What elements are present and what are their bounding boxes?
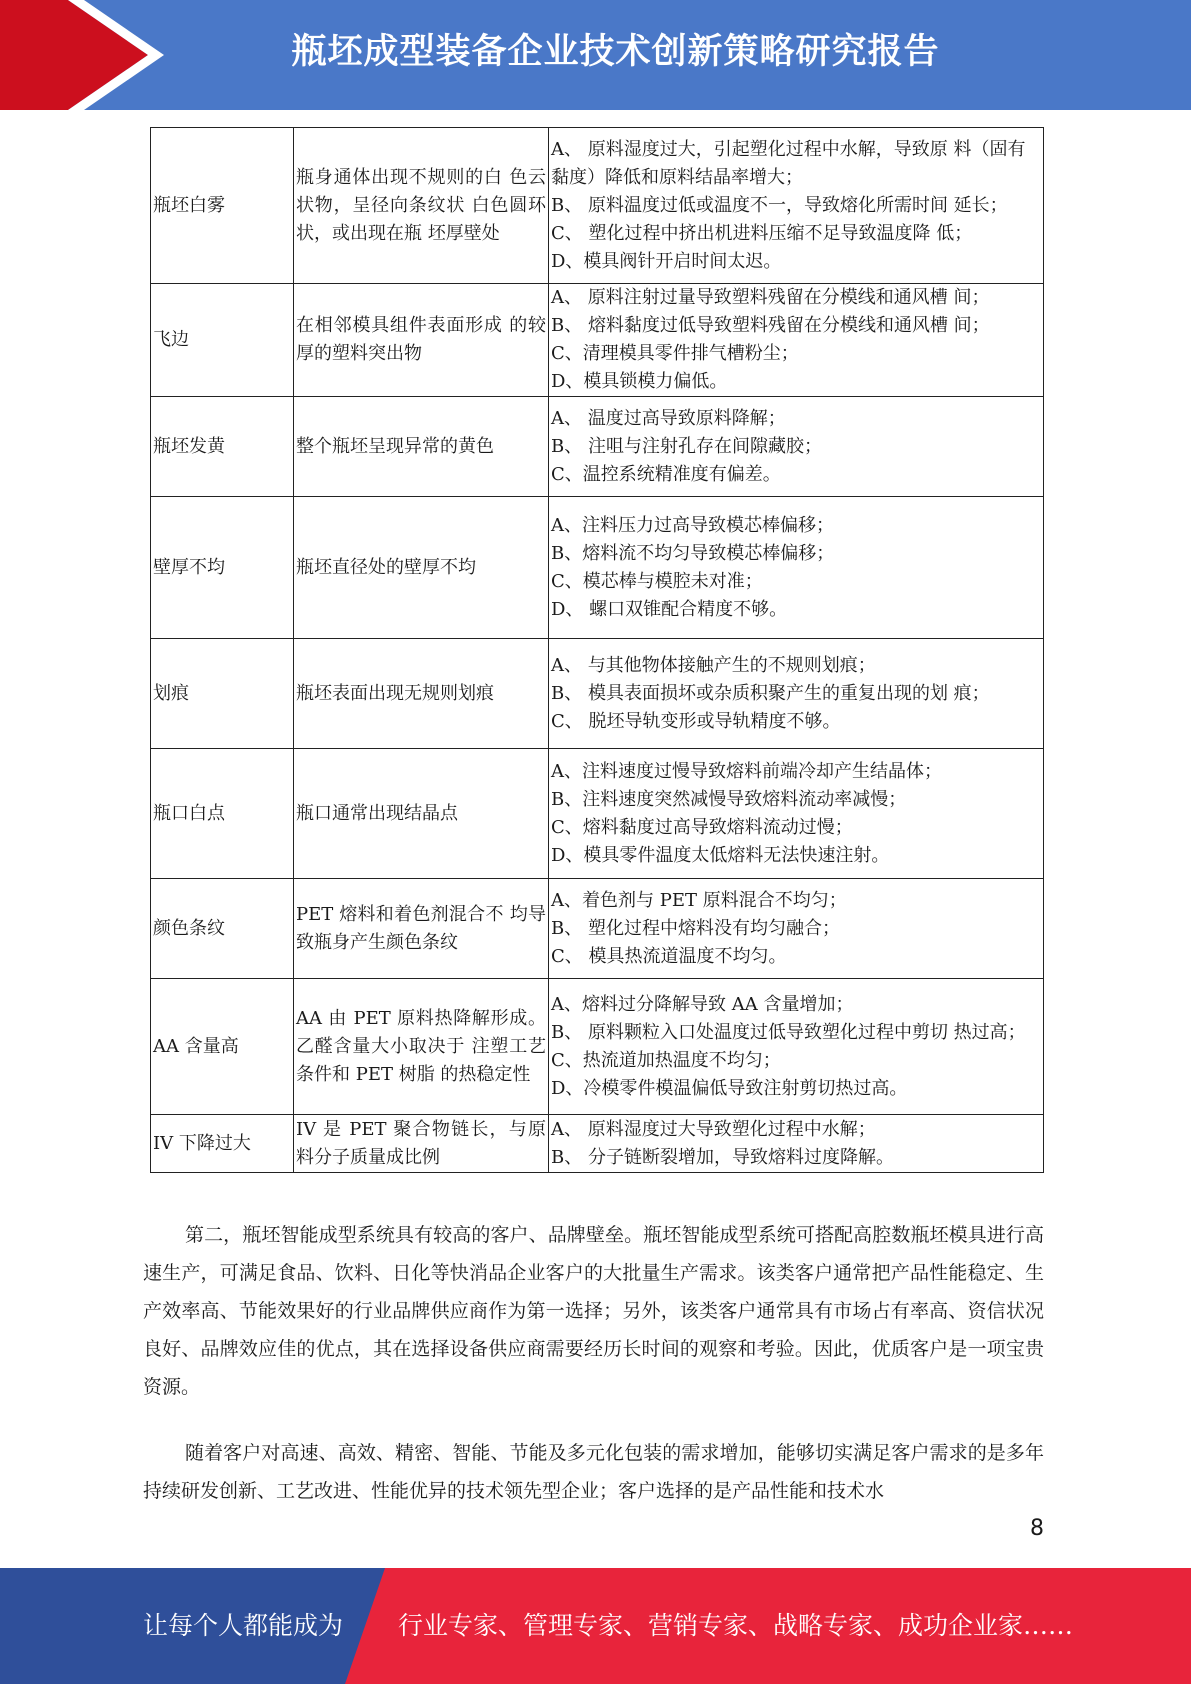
- table-row: [151, 128, 1044, 284]
- cause-item: D、冷模零件模温偏低导致注射剪切热过高。: [551, 1077, 908, 1099]
- table-row: [151, 749, 1044, 879]
- cause-item: C、热流道加热温度不均匀；: [551, 1049, 781, 1071]
- defect-causes-cell: [549, 128, 1044, 284]
- cause-item: A、 原料湿度过大，引起塑化过程中水解，导致原 料（固有黏度）降低和原料结晶率增大；: [551, 138, 1026, 188]
- cause-item: C、 塑化过程中挤出机进料压缩不足导致温度降 低；: [551, 222, 973, 244]
- cause-item: D、模具零件温度太低熔料无法快速注射。: [551, 844, 890, 866]
- defect-causes-cell: [549, 397, 1044, 497]
- cause-item: D、模具阀针开启时间太迟。: [551, 250, 782, 272]
- defect-cause-table: [150, 127, 1044, 1173]
- cause-item: A、熔料过分降解导致 AA 含量增加；: [551, 993, 854, 1015]
- cause-item: B、 塑化过程中熔料没有均匀融合；: [551, 917, 840, 939]
- defect-causes-cell: [549, 979, 1044, 1115]
- defect-description-cell: 瓶口通常出现结晶点: [294, 749, 549, 879]
- cause-item: B、 注咀与注射孔存在间隙藏胶；: [551, 435, 822, 457]
- defect-description-cell: PET 熔料和着色剂混合不 均导致瓶身产生颜色条纹: [294, 879, 549, 979]
- table-row: [151, 979, 1044, 1115]
- defect-causes-cell: [549, 749, 1044, 879]
- defect-name-cell: 瓶坯白雾: [151, 128, 294, 284]
- table-row: [151, 497, 1044, 639]
- defect-causes-cell: [549, 639, 1044, 749]
- cause-item: C、 模具热流道温度不均匀。: [551, 945, 787, 967]
- cause-item: C、清理模具零件排气槽粉尘；: [551, 343, 799, 364]
- table-row: [151, 1115, 1044, 1173]
- cause-item: C、温控系统精准度有偏差。: [551, 463, 781, 485]
- page-number: 8: [1030, 1516, 1044, 1541]
- table-row: [151, 397, 1044, 497]
- defect-description-cell: AA 由 PET 原料热降解形成。乙醛含量大小取决于 注塑工艺条件和 PET 树脂 的热稳定性: [294, 979, 549, 1115]
- cause-item: B、 原料颗粒入口处温度过低导致塑化过程中剪切 热过高；: [551, 1021, 1026, 1043]
- footer-slogan-right: 行业专家、管理专家、营销专家、战略专家、成功企业家……: [398, 1611, 1074, 1640]
- defect-description-cell: 瓶坯表面出现无规则划痕: [294, 639, 549, 749]
- cause-item: D、模具锁模力偏低。: [551, 371, 728, 392]
- cause-item: A、 原料注射过量导致塑料残留在分模线和通风槽 间；: [551, 287, 990, 308]
- defect-causes-cell: [549, 879, 1044, 979]
- cause-item: B、 原料温度过低或温度不一，导致熔化所需时间 延长；: [551, 194, 1008, 216]
- defect-causes-cell: [549, 1115, 1044, 1173]
- table-row: [151, 639, 1044, 749]
- cause-item: B、 熔料黏度过低导致塑料残留在分模线和通风槽 间；: [551, 315, 990, 336]
- defect-name-cell: 颜色条纹: [151, 879, 294, 979]
- defect-name-cell: 飞边: [151, 284, 294, 397]
- footer-slogan-left: 让每个人都能成为: [143, 1611, 344, 1640]
- body-paragraph-2: 随着客户对高速、高效、精密、智能、节能及多元化包装的需求增加，能够切实满足客户需求的是多年持续研发创新、工艺改进、性能优异的技术领先型企业；客户选择的是产品性能和技术水: [143, 1442, 1044, 1502]
- defect-name-cell: AA 含量高: [151, 979, 294, 1115]
- cause-item: A、 温度过高导致原料降解；: [551, 407, 786, 429]
- defect-description-cell: 瓶坯直径处的壁厚不均: [294, 497, 549, 639]
- defect-description-cell: IV 是 PET 聚合物链长，与原料分子质量成比例: [294, 1115, 549, 1173]
- cause-item: C、模芯棒与模腔未对准；: [551, 570, 763, 592]
- defect-description-cell: 整个瓶坯呈现异常的黄色: [294, 397, 549, 497]
- cause-item: A、 与其他物体接触产生的不规则划痕；: [551, 654, 876, 676]
- defect-name-cell: 划痕: [151, 639, 294, 749]
- table-row: [151, 284, 1044, 397]
- cause-item: B、注料速度突然减慢导致熔料流动率减慢；: [551, 788, 907, 810]
- page-footer: [0, 1568, 1191, 1684]
- defect-name-cell: 瓶坯发黄: [151, 397, 294, 497]
- defect-causes-cell: [549, 497, 1044, 639]
- body-paragraph-1: 第二，瓶坯智能成型系统具有较高的客户、品牌壁垒。瓶坯智能成型系统可搭配高腔数瓶坯模具进行高速生产，可满足食品、饮料、日化等快消品企业客户的大批量生产需求。该类客户通常把产品性能稳定、生产效率高、节能效果好的行业品牌供应商作为第一选择；另外，该类客户通常具有市场占有率高、资信状况良好、品牌效应佳的优点，其在选择设备供应商需要经历长时间的观察和考验。因此，优质客户是一项宝贵资源。: [143, 1224, 1044, 1398]
- report-title: 瓶坯成型装备企业技术创新策略研究报告: [291, 32, 940, 72]
- cause-item: A、注料压力过高导致模芯棒偏移；: [551, 514, 834, 536]
- page-header: [0, 0, 1191, 110]
- table-row: [151, 879, 1044, 979]
- cause-item: A、注料速度过慢导致熔料前端冷却产生结晶体；: [551, 760, 942, 782]
- defect-description-cell: 瓶身通体出现不规则的白 色云状物，呈径向条纹状 白色圆环状，或出现在瓶 坯厚壁处: [294, 128, 549, 284]
- cause-item: A、 原料湿度过大导致塑化过程中水解；: [551, 1118, 876, 1140]
- defect-name-cell: 瓶口白点: [151, 749, 294, 879]
- cause-item: B、 分子链断裂增加，导致熔料过度降解。: [551, 1146, 894, 1168]
- cause-item: C、 脱坯导轨变形或导轨精度不够。: [551, 710, 841, 732]
- cause-item: B、 模具表面损坏或杂质积聚产生的重复出现的划 痕；: [551, 682, 990, 704]
- defect-description-cell: 在相邻模具组件表面形成 的较厚的塑料突出物: [294, 284, 549, 397]
- cause-item: D、 螺口双锥配合精度不够。: [551, 598, 788, 620]
- defect-causes-cell: [549, 284, 1044, 397]
- cause-item: C、熔料黏度过高导致熔料流动过慢；: [551, 816, 853, 838]
- cause-item: B、熔料流不均匀导致模芯棒偏移；: [551, 542, 835, 564]
- cause-item: A、着色剂与 PET 原料混合不均匀；: [551, 889, 847, 911]
- defect-name-cell: IV 下降过大: [151, 1115, 294, 1173]
- defect-name-cell: 壁厚不均: [151, 497, 294, 639]
